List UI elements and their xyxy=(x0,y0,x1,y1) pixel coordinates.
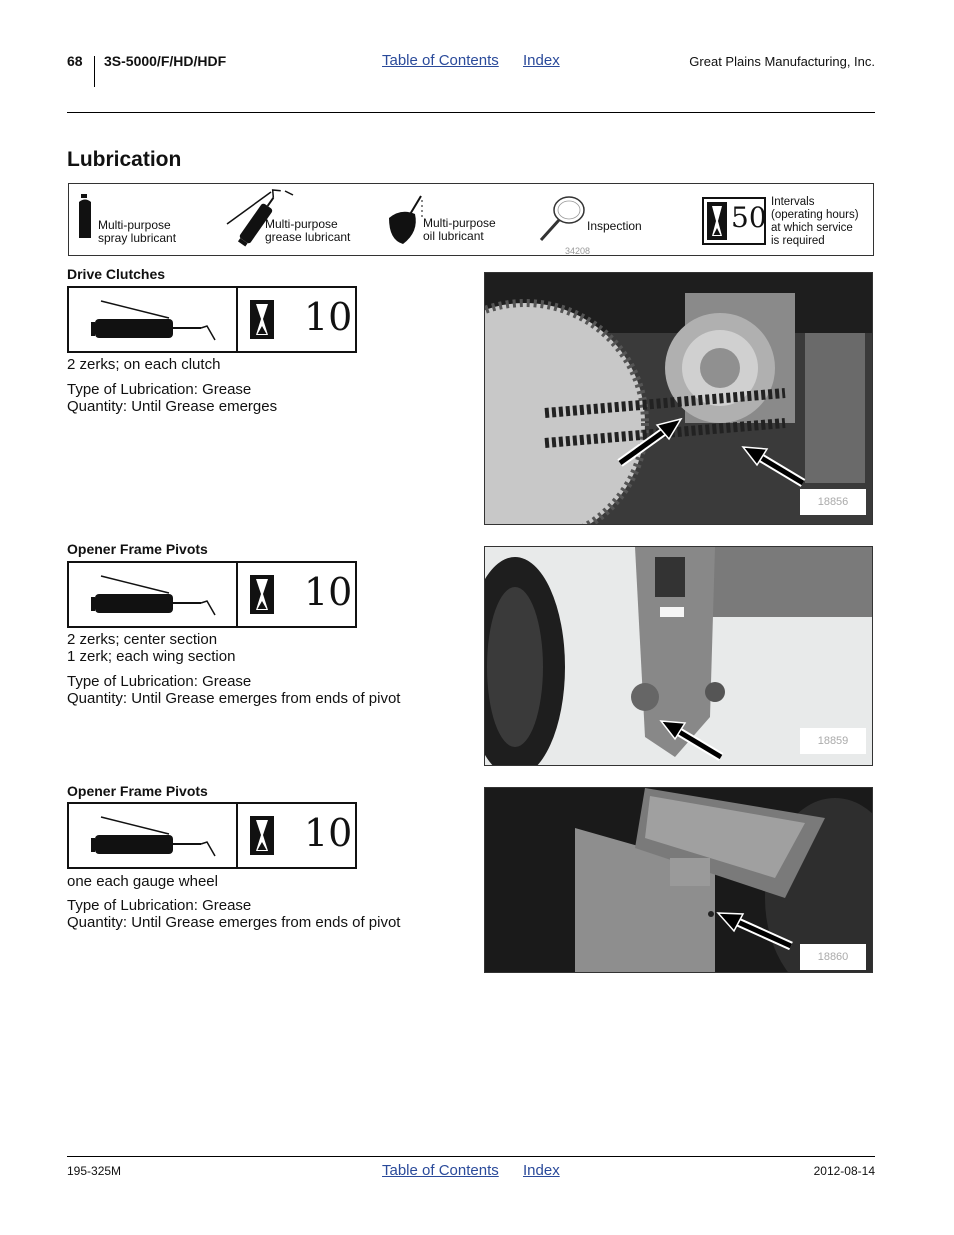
table-of-contents-link[interactable]: Table of Contents xyxy=(382,52,499,69)
oil-label-line1: Multi-purpose xyxy=(423,216,496,230)
lubrication-spec-box xyxy=(67,286,357,353)
grease-gun-icon xyxy=(89,296,219,344)
model-title: 3S-5000/F/HD/HDF xyxy=(104,53,227,69)
hourglass-icon xyxy=(707,202,727,240)
interval-line1: Intervals xyxy=(771,196,815,208)
interval-line4: is required xyxy=(771,235,825,247)
magnifying-glass-icon xyxy=(537,192,587,244)
interval-legend-value: 50 xyxy=(731,201,767,234)
legend-figure-number: 34208 xyxy=(565,246,591,256)
grease-gun-icon xyxy=(89,571,219,619)
item-quantity: Quantity: Until Grease emerges from ends of pivot xyxy=(67,690,401,707)
spray-label-line2: spray lubricant xyxy=(98,231,177,245)
index-link[interactable]: Index xyxy=(523,52,560,69)
inspection-label: Inspection xyxy=(587,219,642,233)
opener-frame-pivot-photo xyxy=(484,546,873,766)
grease-label-line2: grease lubricant xyxy=(265,230,351,244)
hourglass-icon xyxy=(250,816,274,855)
interval-hours: 10 xyxy=(304,295,353,339)
interval-cell xyxy=(238,804,355,867)
item-quantity: Quantity: Until Grease emerges xyxy=(67,398,278,415)
item-title: Drive Clutches xyxy=(67,266,166,282)
item-location: one each gauge wheel xyxy=(67,873,218,890)
page-number: 68 xyxy=(67,53,83,69)
item-title: Opener Frame Pivots xyxy=(67,541,208,557)
interval-hours: 10 xyxy=(304,811,353,855)
interval-cell xyxy=(238,288,355,351)
oil-label-line2: oil lubricant xyxy=(423,229,484,243)
interval-line3: at which service xyxy=(771,222,853,234)
hourglass-icon xyxy=(250,300,274,339)
grease-cell xyxy=(69,288,238,351)
drive-clutch-photo xyxy=(484,272,873,525)
grease-lubricant-label xyxy=(265,218,350,244)
footer-index-link[interactable]: Index xyxy=(523,1162,560,1179)
figure-number: 18856 xyxy=(800,489,866,515)
document-number: 195-325M xyxy=(67,1164,122,1178)
publication-date: 2012-08-14 xyxy=(813,1164,875,1178)
grease-gun-icon xyxy=(89,812,219,860)
oil-lubricant-label xyxy=(423,217,496,243)
item-lubricant-type: Type of Lubrication: Grease xyxy=(67,673,252,690)
grease-cell xyxy=(69,563,238,626)
interval-line2: (operating hours) xyxy=(771,209,859,221)
item-quantity: Quantity: Until Grease emerges from ends of pivot xyxy=(67,914,401,931)
interval-legend-box xyxy=(702,197,766,245)
interval-hours: 10 xyxy=(304,570,353,614)
interval-description xyxy=(771,196,859,248)
figure-number: 18860 xyxy=(800,944,866,970)
company-name: Great Plains Manufacturing, Inc. xyxy=(689,54,875,69)
header-rule xyxy=(67,112,875,113)
grease-cell xyxy=(69,804,238,867)
spray-lubricant-label xyxy=(98,219,176,245)
oil-can-icon xyxy=(385,194,425,246)
interval-cell xyxy=(238,563,355,626)
item-lubricant-type: Type of Lubrication: Grease xyxy=(67,897,252,914)
lubrication-spec-box xyxy=(67,802,357,869)
spray-can-icon xyxy=(77,194,97,240)
item-location: 2 zerks; center section xyxy=(67,631,218,648)
header-divider xyxy=(94,56,95,87)
footer-table-of-contents-link[interactable]: Table of Contents xyxy=(382,1162,499,1179)
section-title: Lubrication xyxy=(67,148,182,171)
grease-label-line1: Multi-purpose xyxy=(265,217,338,231)
lubrication-spec-box xyxy=(67,561,357,628)
lubrication-legend xyxy=(68,183,874,256)
spray-label-line1: Multi-purpose xyxy=(98,218,171,232)
hourglass-icon xyxy=(250,575,274,614)
item-lubricant-type: Type of Lubrication: Grease xyxy=(67,381,252,398)
gauge-wheel-pivot-photo xyxy=(484,787,873,973)
item-location-2: 1 zerk; each wing section xyxy=(67,648,236,665)
figure-number: 18859 xyxy=(800,728,866,754)
footer-rule xyxy=(67,1156,875,1157)
item-title: Opener Frame Pivots xyxy=(67,783,208,799)
item-location: 2 zerks; on each clutch xyxy=(67,356,221,373)
photo-illustration xyxy=(485,273,873,525)
